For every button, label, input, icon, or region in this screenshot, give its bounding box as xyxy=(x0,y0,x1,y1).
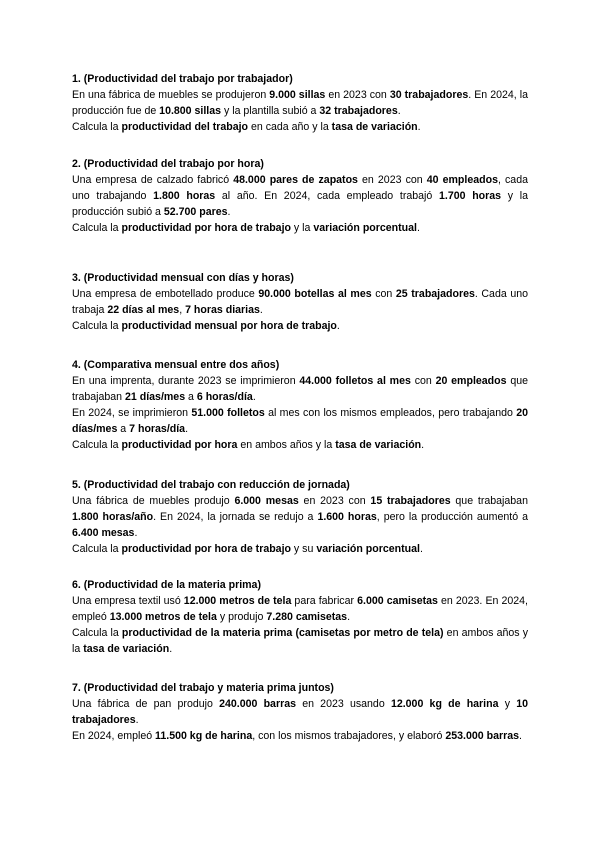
bold-text-run: 6.000 camisetas xyxy=(357,595,438,607)
bold-text-run: 13.000 metros de tela xyxy=(109,611,217,623)
text-run: Calcula la xyxy=(72,627,122,639)
exercise-title: 6. (Productividad de la materia prima) xyxy=(72,579,261,591)
text-run: . En 2024, la jornada se redujo a xyxy=(153,511,318,523)
bold-text-run: 20 días/mes xyxy=(72,407,529,435)
exercise-2 xyxy=(72,156,528,236)
text-run: . xyxy=(135,714,139,726)
text-run: Una empresa de calzado fabricó xyxy=(72,174,234,186)
text-run: Calcula la xyxy=(72,320,122,332)
bold-text-run: 1.700 horas xyxy=(438,190,502,202)
text-run: y produjo xyxy=(216,611,267,623)
text-run: al año. En 2024, cada empleado trabajó xyxy=(215,190,439,202)
text-run: a xyxy=(117,423,130,435)
bold-text-run: 32 trabajadores xyxy=(319,105,398,117)
exercise-title: 7. (Productividad del trabajo y materia prima juntos) xyxy=(72,682,334,694)
bold-text-run: 51.000 folletos xyxy=(191,407,265,419)
bold-text-run: 11.500 kg de harina xyxy=(155,730,253,742)
bold-text-run: productividad de la materia prima (camisetas por metro de tela) xyxy=(121,627,444,639)
bold-text-run: 7 horas diarias xyxy=(185,304,260,316)
bold-text-run: 12.000 metros de tela xyxy=(183,595,292,607)
text-run: Una fábrica de muebles produjo xyxy=(72,495,235,507)
bold-text-run: 10 trabajadores xyxy=(72,698,528,726)
text-run: en 2023 usando xyxy=(295,698,391,710)
bold-text-run: 48.000 pares de zapatos xyxy=(233,174,358,186)
text-run: . xyxy=(336,320,340,332)
text-run: . xyxy=(252,391,256,403)
bold-text-run: 25 trabajadores xyxy=(395,288,475,300)
text-run: En una imprenta, durante 2023 se imprimieron xyxy=(72,375,300,387)
bold-text-run: 6.000 mesas xyxy=(234,495,299,507)
bold-text-run: 30 trabajadores xyxy=(389,89,469,101)
bold-text-run: 20 empleados xyxy=(435,375,507,387)
exercise-paragraph xyxy=(72,696,528,728)
bold-text-run: 7.280 camisetas xyxy=(266,611,348,623)
exercise-paragraph xyxy=(72,405,528,437)
bold-text-run: productividad por hora xyxy=(121,439,238,451)
bold-text-run: 52.700 pares xyxy=(163,206,228,218)
exercise-paragraph xyxy=(72,119,528,135)
text-run: . xyxy=(185,423,189,435)
text-run: Calcula la xyxy=(72,121,122,133)
text-run: . xyxy=(519,730,522,742)
bold-text-run: tasa de variación xyxy=(331,121,418,133)
bold-text-run: 1.800 horas/año xyxy=(72,511,154,523)
text-run: y xyxy=(498,698,517,710)
text-run: que trabajaban xyxy=(72,375,528,403)
exercise-6 xyxy=(72,577,528,657)
exercise-4 xyxy=(72,357,528,453)
exercise-title: 4. (Comparativa mensual entre dos años) xyxy=(72,359,280,371)
bold-text-run: 22 días al mes xyxy=(107,304,180,316)
bold-text-run: productividad por hora de trabajo xyxy=(121,543,291,555)
text-run: para fabricar xyxy=(291,595,358,607)
bold-text-run: 6.400 mesas xyxy=(72,527,135,539)
bold-text-run: 15 trabajadores xyxy=(370,495,451,507)
bold-text-run: variación porcentual xyxy=(313,222,417,234)
text-run: Calcula la xyxy=(72,439,122,451)
text-run: , con los mismos trabajadores, y elaboró xyxy=(252,730,446,742)
text-run: . xyxy=(227,206,231,218)
exercise-paragraph xyxy=(72,220,528,236)
bold-text-run: 1.600 horas xyxy=(317,511,377,523)
bold-text-run: 6 horas/día xyxy=(196,391,253,403)
exercise-7 xyxy=(72,680,528,744)
exercise-paragraph xyxy=(72,593,528,625)
text-run: y la xyxy=(290,222,314,234)
exercise-paragraph xyxy=(72,728,528,744)
text-run: , cada uno trabajando xyxy=(72,174,528,202)
bold-text-run: 253.000 barras xyxy=(445,730,519,742)
text-run: en ambos años y la xyxy=(237,439,336,451)
text-run: En 2024, empleó xyxy=(72,730,156,742)
exercise-paragraph xyxy=(72,437,528,453)
exercise-paragraph xyxy=(72,318,528,334)
text-run: en 2023 con xyxy=(298,495,371,507)
text-run: en 2023 con xyxy=(357,174,427,186)
exercise-paragraph xyxy=(72,286,528,318)
text-run: que trabajaban xyxy=(450,495,528,507)
exercise-1 xyxy=(72,71,528,135)
bold-text-run: 7 horas/día xyxy=(129,423,186,435)
text-run: y su xyxy=(290,543,317,555)
text-run: en 2023 con xyxy=(325,89,390,101)
bold-text-run: 10.800 sillas xyxy=(159,105,222,117)
bold-text-run: tasa de variación xyxy=(83,643,170,655)
exercise-title: 2. (Productividad del trabajo por hora) xyxy=(72,158,264,170)
text-run: en ambos años y la xyxy=(72,627,528,655)
text-run: Una empresa textil usó xyxy=(72,595,184,607)
bold-text-run: 12.000 kg de harina xyxy=(390,698,499,710)
text-run: . xyxy=(416,222,420,234)
bold-text-run: 21 días/mes xyxy=(125,391,186,403)
exercise-paragraph xyxy=(72,493,528,541)
text-run: . xyxy=(419,543,423,555)
bold-text-run: productividad del trabajo xyxy=(121,121,249,133)
text-run: Calcula la xyxy=(72,543,122,555)
bold-text-run: 240.000 barras xyxy=(219,698,296,710)
text-run: . xyxy=(397,105,401,117)
text-run: . xyxy=(417,121,421,133)
text-run: . xyxy=(347,611,351,623)
exercise-paragraph xyxy=(72,87,528,119)
bold-text-run: 1.800 horas xyxy=(153,190,216,202)
bold-text-run: productividad por hora de trabajo xyxy=(121,222,291,234)
text-run: Una empresa de embotellado produce xyxy=(72,288,259,300)
bold-text-run: productividad mensual por hora de trabajo xyxy=(121,320,337,332)
text-run: y la producción subió a xyxy=(72,190,528,218)
text-run: . Cada uno trabaja xyxy=(72,288,528,316)
text-run: a xyxy=(185,391,197,403)
exercise-title: 5. (Productividad del trabajo con reducción de jornada) xyxy=(72,479,350,491)
bold-text-run: 44.000 folletos al mes xyxy=(299,375,411,387)
exercise-paragraph xyxy=(72,172,528,220)
bold-text-run: 9.000 sillas xyxy=(269,89,326,101)
text-run: . En 2024, la producción fue de xyxy=(72,89,528,117)
text-run: , xyxy=(179,304,186,316)
exercise-5 xyxy=(72,477,528,557)
text-run: . xyxy=(134,527,138,539)
exercise-paragraph xyxy=(72,541,528,557)
bold-text-run: tasa de variación xyxy=(335,439,422,451)
exercise-title: 3. (Productividad mensual con días y horas) xyxy=(72,272,294,284)
bold-text-run: 40 empleados xyxy=(426,174,498,186)
text-run: , pero la producción aumentó a xyxy=(376,511,528,523)
bold-text-run: 90.000 botellas al mes xyxy=(258,288,372,300)
text-run: en 2023. En 2024, empleó xyxy=(72,595,528,623)
text-run: al mes con los mismos empleados, pero trabajando xyxy=(264,407,517,419)
text-run: en cada año y la xyxy=(248,121,332,133)
text-run: En una fábrica de muebles se produjeron xyxy=(72,89,270,101)
exercise-3 xyxy=(72,270,528,334)
text-run: con xyxy=(371,288,396,300)
text-run: En 2024, se imprimieron xyxy=(72,407,192,419)
text-run: con xyxy=(410,375,436,387)
text-run: y la plantilla subió a xyxy=(221,105,320,117)
exercise-paragraph xyxy=(72,625,528,657)
bold-text-run: variación porcentual xyxy=(316,543,420,555)
text-run: . xyxy=(259,304,263,316)
exercise-paragraph xyxy=(72,373,528,405)
text-run: . xyxy=(421,439,425,451)
text-run: Calcula la xyxy=(72,222,122,234)
exercise-title: 1. (Productividad del trabajo por trabajador) xyxy=(72,73,293,85)
text-run: Una fábrica de pan produjo xyxy=(72,698,220,710)
text-run: . xyxy=(169,643,173,655)
